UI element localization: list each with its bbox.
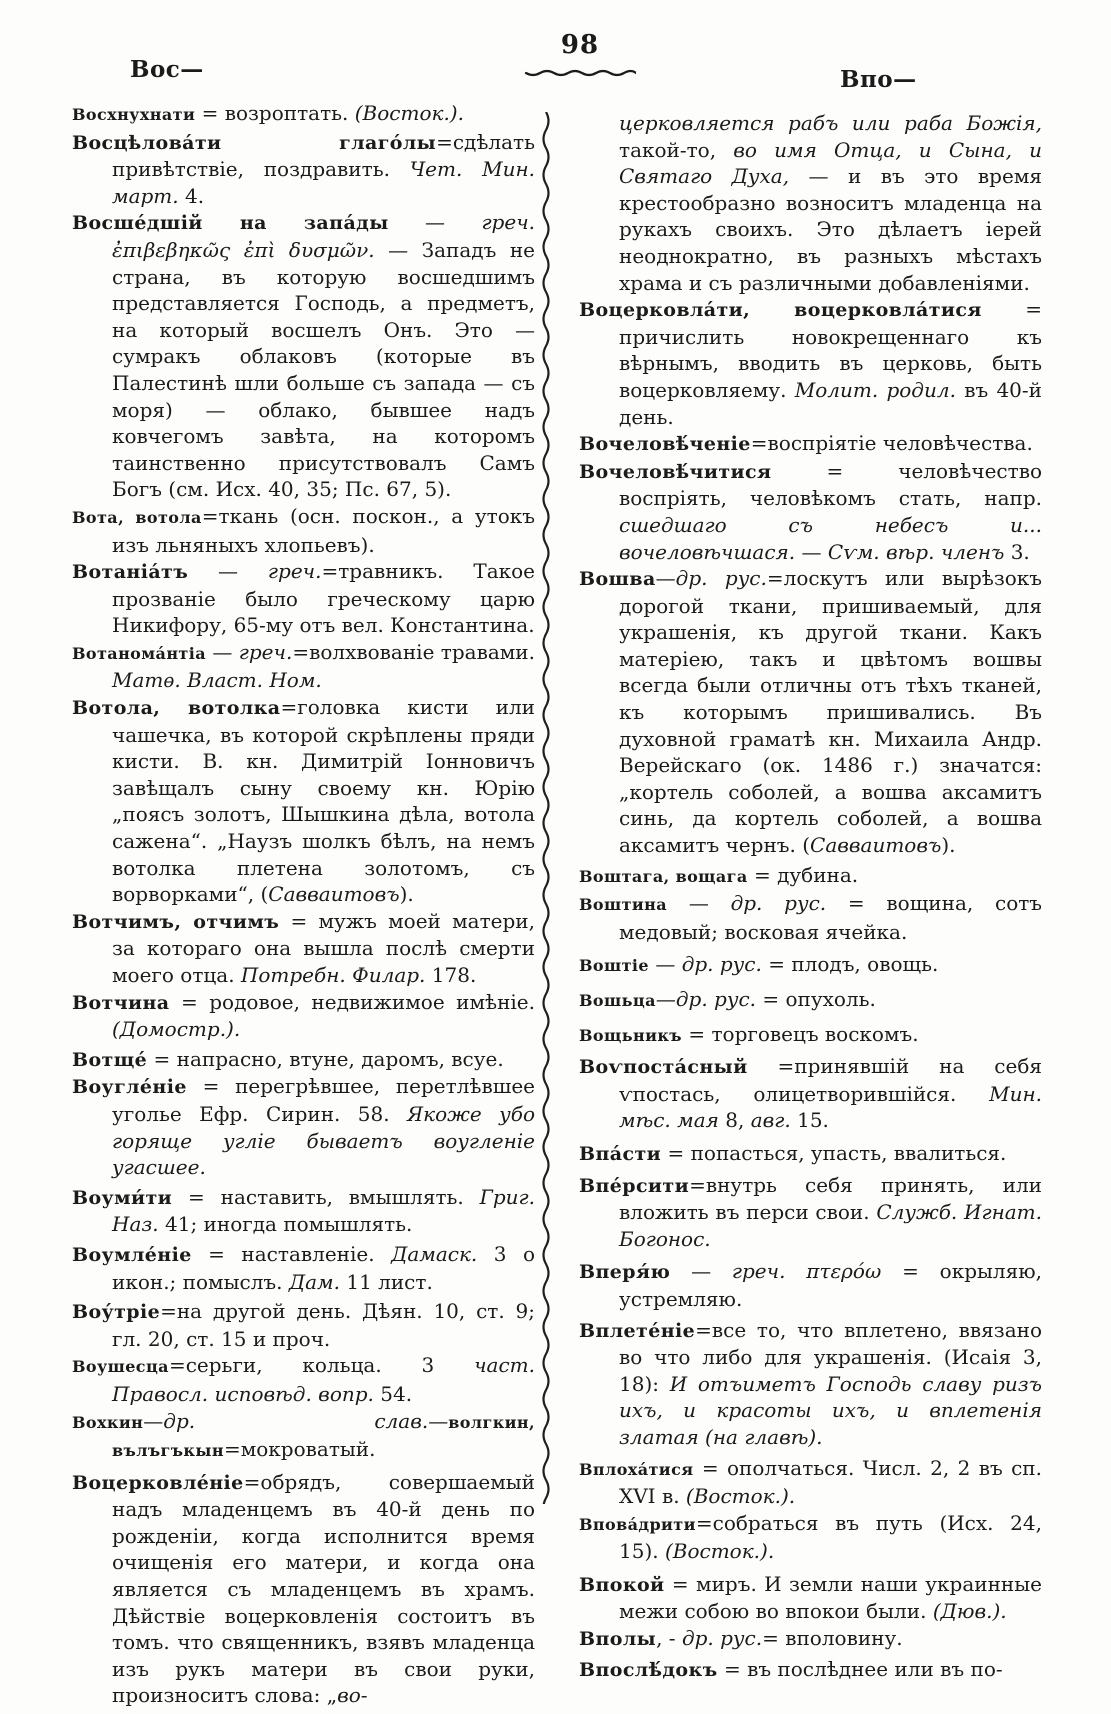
dictionary-entry [72, 908, 535, 989]
text-run: Дамаск. [391, 1241, 478, 1266]
text-run: Восцѣлова́ти глаго́лы [72, 131, 437, 154]
text-run: ἐπιβεβηκῶς ἐπὶ δυσμῶν. [112, 237, 375, 262]
text-run: др. рус. [681, 1626, 763, 1651]
text-run: — [795, 539, 828, 564]
text-run: 3 о икон.; помыслъ. [112, 1241, 536, 1294]
text-run: = перегрѣвшее, перетлѣвшее уголье Ефр. Сирин. 58. [112, 1074, 535, 1126]
dictionary-entry [72, 1073, 535, 1180]
text-run: Молит. родил. [794, 377, 956, 402]
dictionary-entry [72, 1352, 535, 1407]
dictionary-entry [72, 989, 535, 1043]
dictionary-entry [579, 1656, 1042, 1684]
text-run: Восхнухнати [72, 105, 196, 124]
text-run: Служб. Игнат. Богонос. [619, 1200, 1042, 1251]
text-run: = вполовину. [762, 1626, 903, 1651]
text-run: Сѵм. вѣр. членъ [827, 539, 1005, 564]
text-run: — [206, 639, 239, 664]
dictionary-entry [72, 558, 535, 639]
text-run: =воспріятіе человѣчества. [750, 431, 1033, 456]
text-run: — [655, 566, 676, 591]
text-run: Впова́дрити [579, 1514, 696, 1534]
dictionary-entry [72, 209, 535, 503]
text-run: 8, [718, 1108, 751, 1133]
dictionary-entry [579, 951, 1042, 980]
dictionary-entry [72, 1408, 535, 1465]
text-run: греч. [238, 639, 293, 664]
text-run: = плодъ, овощь. [761, 952, 939, 977]
dictionary-entry [579, 1053, 1042, 1134]
text-run: = родовое, недвижимое имѣніе. [169, 989, 535, 1014]
text-run: =собраться въ путь (Исх. 24, 15). [619, 1510, 1042, 1564]
dictionary-entry [579, 1510, 1042, 1565]
text-run: Вочеловѣ́ченіе [579, 433, 751, 456]
text-run: Якоже убо горяще угліе бываетъ воугленіе угасшее. [112, 1101, 535, 1180]
text-run: Воштина [579, 895, 668, 915]
text-run: — [188, 559, 268, 584]
text-run: греч. [481, 210, 535, 235]
text-run: (Дюв.). [932, 1599, 1007, 1624]
text-run: =внутрь себя принять, или вложить въ перси свои. [619, 1172, 1042, 1225]
text-run: Вота, вотола [72, 507, 202, 527]
text-run: — [670, 1259, 732, 1284]
text-run: Савваитовъ [268, 882, 400, 907]
text-run: , - [656, 1626, 682, 1651]
text-run: =все то, что вплетено, ввязано во что либо для украшенія. (Исаія 3, 18): [619, 1317, 1042, 1396]
text-run: — [648, 952, 682, 977]
text-run: Вотще́ [72, 1048, 148, 1071]
text-run: Савваитовъ [810, 833, 942, 858]
text-run: = окрыляю, устремляю. [619, 1259, 1043, 1311]
text-run: Григ. Наз. [112, 1184, 535, 1237]
dictionary-entry [579, 890, 1042, 945]
text-run: И отъиметъ Господь славу ризъ ихъ, и красоты ихъ, и вплетенія златая (на главѣ). [619, 1371, 1042, 1449]
text-run: Воуми́ти [72, 1186, 173, 1209]
text-run: Вполы [579, 1628, 657, 1651]
dictionary-entry [579, 1021, 1042, 1050]
dictionary-entry [579, 565, 1042, 859]
text-run: Воштага, вощага [579, 866, 748, 886]
text-run: = попасться, упасть, ввалиться. [661, 1140, 1007, 1165]
text-run: греч. [731, 1259, 786, 1284]
text-run: въ 40-й день. [619, 377, 1042, 429]
dictionary-entry [579, 1258, 1042, 1312]
text-run: 54. [373, 1381, 413, 1406]
text-run: 3. [1004, 539, 1030, 564]
dictionary-entry [72, 503, 535, 558]
text-run: греч. [267, 559, 322, 584]
text-run: Воугле́ніе [72, 1076, 187, 1099]
text-run: 41; иногда помышлять. [158, 1212, 413, 1237]
text-run: Вочеловѣ́читися [579, 460, 772, 483]
dictionary-entry [579, 1455, 1042, 1510]
text-run: = торговецъ воскомъ. [681, 1021, 919, 1046]
text-run: =на другой день. Дѣян. 10, ст. 9; гл. 20, ст. 15 и проч. [112, 1299, 535, 1351]
dictionary-entry [72, 694, 535, 908]
text-run: — [428, 1408, 449, 1433]
text-run: — [388, 210, 482, 235]
text-run: = вощина, сотъ медовый; восковая ячейка. [619, 891, 1043, 944]
text-run: — [667, 891, 731, 916]
page-number: 98 [560, 30, 600, 60]
text-run: =сдѣлать привѣтствіе, поздравить. [112, 129, 535, 182]
text-run: Впе́рсити [579, 1174, 690, 1197]
dictionary-entry [579, 862, 1042, 891]
text-run: Впослѣ́докъ [579, 1658, 718, 1681]
text-run: Вотанома́нтіа [72, 643, 206, 663]
text-run: = дубина. [747, 862, 859, 887]
dictionary-entry [579, 1172, 1042, 1253]
dictionary-entry [579, 986, 1042, 1015]
text-run: = напрасно, втуне, даромъ, всуе. [147, 1046, 504, 1071]
page-number-underline [524, 68, 636, 78]
column-divider [541, 112, 551, 1504]
text-run: церковляется рабъ или раба Божія, [619, 111, 1042, 135]
dictionary-entry [579, 296, 1042, 430]
text-run: Вотчимъ, отчимъ [72, 910, 280, 933]
dictionary-entry [72, 129, 535, 210]
dictionary-entry [72, 100, 535, 129]
text-run: Воштіе [579, 956, 649, 976]
text-run: Впокой [579, 1573, 665, 1596]
text-run: Воцерковле́ніе [72, 1471, 244, 1494]
dictionary-entry [579, 1571, 1042, 1625]
right-column-header: Впо— [840, 66, 917, 93]
dictionary-entry [579, 458, 1042, 565]
text-run: =ткань (осн. поскон., а утокъ изъ льняныхъ хлопьевъ). [112, 503, 535, 557]
text-run: Потребн. Филар. [240, 963, 426, 987]
text-run: Мин. мѣс. мая [619, 1081, 1042, 1133]
text-run: ). [941, 833, 956, 858]
text-run: Впа́сти [579, 1142, 662, 1165]
right-column [579, 110, 1042, 1683]
text-run: = причислить новокрещеннаго къ вѣрнымъ, вводить въ церковь, быть воцерковляему. [619, 297, 1042, 402]
text-run: др. рус. [675, 566, 767, 591]
dictionary-entry [579, 1140, 1042, 1168]
text-run: Матѳ. Власт. Ном. [112, 668, 322, 693]
text-run: — [143, 1408, 164, 1433]
dictionary-entry [579, 1625, 1042, 1653]
text-run: Вотола, вотолка [72, 697, 281, 720]
text-run: Восше́дшій на запа́ды [72, 212, 389, 235]
text-run: = мужъ моей матери, за котораго она вышла послѣ смерти моего отца. [112, 908, 535, 987]
text-run: Вохкин [72, 1412, 144, 1432]
text-run: Воумле́ніе [72, 1243, 192, 1266]
left-column-header: Вос— [130, 56, 204, 83]
text-run: =мокроватый. [223, 1437, 376, 1462]
text-run: = возроптать. [195, 101, 355, 125]
text-run: Вотаніа́тъ [72, 561, 189, 584]
text-run: др. рус. [681, 952, 762, 977]
text-run: (Восток.). [354, 101, 464, 125]
dictionary-entry [579, 430, 1042, 458]
text-run: = ополчаться. Числ. 2, 2 въ сп. XVI в. [619, 1455, 1042, 1509]
text-run: = человѣчество воспріять, человѣкомъ стать, напр. [619, 458, 1042, 511]
text-run: 15. [790, 1108, 829, 1133]
text-run: =принявшій на себя ѵпостась, олицетворившійся. [619, 1054, 1042, 1106]
text-run: (Восток.). [685, 1484, 796, 1509]
dictionary-entry [72, 1184, 535, 1238]
text-run: ). [399, 882, 414, 907]
text-run: =травникъ. Такое прозваніе было греческому царю Никифору, 65-му отъ вел. Константина. [112, 559, 535, 638]
text-run: = наставленіе. [191, 1241, 392, 1266]
text-run: =волхвованіе травами. [292, 639, 535, 664]
dictionary-entry [72, 1241, 535, 1295]
text-run: =серьги, кольца. 3 [168, 1353, 475, 1378]
dictionary-entry [72, 639, 535, 694]
text-run: 11 лист. [339, 1269, 433, 1294]
text-run: Воушесца [72, 1357, 169, 1377]
text-run: такой-то, [619, 137, 734, 162]
dictionary-entry [579, 1317, 1042, 1451]
text-run: — Западъ не страна, въ которую восшедшимъ представляется Господь, а предметъ, на который восшелъ Онъ. Это — сумракъ облаковъ (которые въ Палестинѣ шли больше съ запада — съ моря) — облако, бывшее надъ ковчегомъ завѣта, на которомъ таинственно присутствовалъ Самъ Богъ (см. Исх. 40, 35; Пс. 67, 5). [112, 237, 535, 502]
text-run: Вплете́ніе [579, 1319, 696, 1342]
text-run: (Домостр.). [112, 1017, 241, 1042]
text-run: (Восток.). [664, 1539, 775, 1564]
text-run: Дам. [288, 1269, 340, 1294]
text-run: во имя Отца, и Сына, и Святаго Духа, [619, 137, 1042, 189]
text-run: Чет. Мин. март. [112, 157, 535, 208]
text-run: — [655, 987, 676, 1011]
text-run: 4. [178, 183, 205, 208]
text-run: 178. [425, 963, 477, 987]
dictionary-entry [72, 1469, 535, 1709]
text-run: Воу́тріе [72, 1301, 161, 1324]
left-column [72, 100, 535, 1709]
text-run: =обрядъ, совершаемый надъ младенцемъ въ 40-й день по рожденіи, когда исполнится время очищенія его матери, и когда она является съ младенцемъ въ храмъ. Дѣйствіе воцерковленія состоитъ въ томъ. что священникъ, взявъ младенца изъ рукъ матери въ свои руки, произноситъ слова: „ [112, 1469, 535, 1708]
text-run: Воцерковла́ти, воцерковла́тися [579, 299, 982, 322]
text-run [785, 1259, 806, 1283]
text-run: Вошва [579, 568, 656, 591]
text-run: = въ послѣднее или въ по- [717, 1656, 1003, 1681]
text-run: Вперя́ю [579, 1261, 671, 1284]
text-run: =лоскутъ или вырѣзокъ дорогой ткани, пришиваемый, для украшенія, къ другой ткани. Какъ матеріею, такъ и цвѣтомъ вошвы всегда были отличны отъ тѣхъ тканей, къ которымъ пришивались. Въ духовной граматѣ кн. Михаила Андр. Верейскаго (ок. 1486 г.) значатся: „кортель соболей, а вошва аксамитъ синь, да кортель соболей, а вошва аксамитъ чернъ. ( [619, 566, 1043, 858]
text-run: Вошьца [579, 991, 656, 1010]
text-run: во- [337, 1683, 368, 1708]
dictionary-entry [579, 110, 1042, 296]
text-run: др. слав. [163, 1408, 429, 1433]
text-run: — и въ это время крестообразно возноситъ младенца на рукахъ своихъ. Это дѣлаетъ іерей неоднократно, въ разныхъ мѣстахъ храма и съ различными добавленіями. [619, 164, 1042, 295]
dictionary-entry [72, 1046, 535, 1074]
text-run: др. рус. [730, 891, 827, 916]
text-run: авг. [750, 1108, 791, 1133]
text-run: Воѵпоста́сный [579, 1056, 748, 1079]
dictionary-entry [72, 1298, 535, 1352]
text-run: част. Правосл. исповѣд. вопр. [112, 1353, 535, 1406]
text-run: др. рус. [675, 987, 756, 1011]
text-run: = наставить, вмышлять. [172, 1184, 480, 1209]
text-run: сшедшаго съ небесъ и... вочеловѣчшася. [619, 512, 1042, 564]
text-run: Вощьникъ [579, 1025, 682, 1045]
text-run: Вотчина [72, 991, 170, 1014]
text-run: =головка кисти или чашечка, въ которой скрѣплены пряди кисти. В. кн. Димитрій Іонновичъ завѣщалъ сыну своему кн. Юрію „поясъ золотъ, Шышкина дѣла, вотола сажена“. „Наузъ шолкъ бѣлъ, на немъ вотолка плетена золотомъ, съ ворворками“, ( [112, 695, 535, 907]
text-run: волгкин, вълъгъкын [112, 1412, 535, 1461]
text-run: Вплоха́тися [579, 1459, 694, 1479]
text-run: = опухоль. [756, 987, 876, 1011]
text-run: πτερόω [806, 1259, 882, 1284]
text-run: = миръ. И земли наши украинные межи собою во впокои были. [619, 1571, 1042, 1624]
